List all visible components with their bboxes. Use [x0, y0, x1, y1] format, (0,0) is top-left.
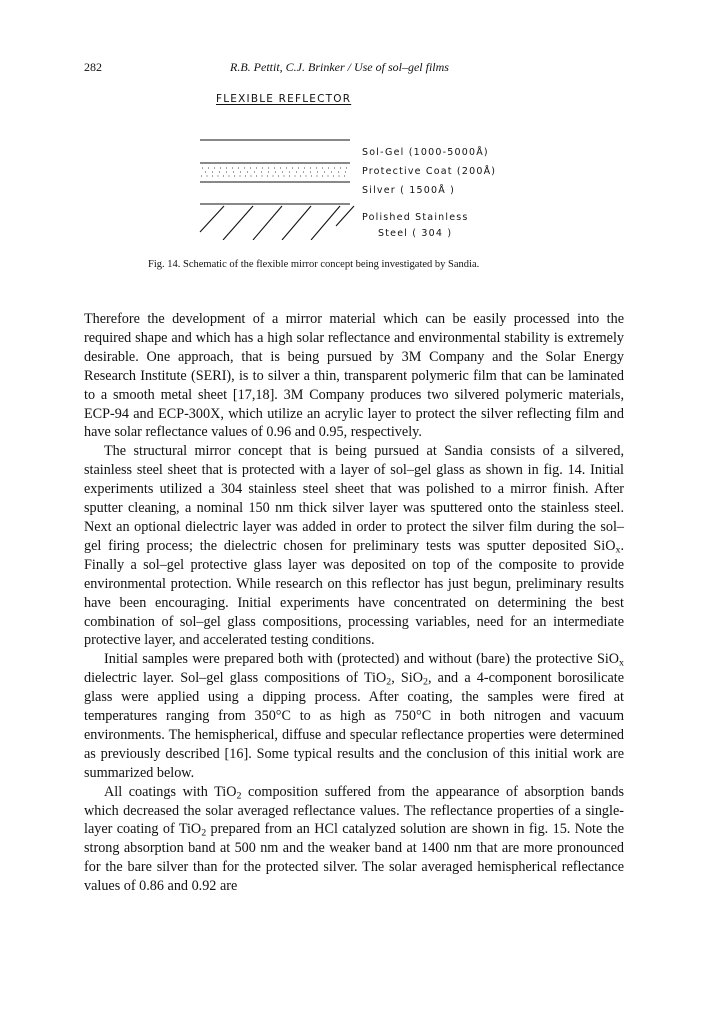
paragraph-2: The structural mirror concept that is being pursued at Sandia consists of a silvered, stainless steel sheet that is protected with a layer of sol–gel glass as shown in fig. 14. Initial experiments utilized a 304 stainless steel sheet that was polished to a mirror finish. After sputter cleaning, a nominal 150 nm thick silver layer was sputtered onto the stainless steel. Next an optional dielectric layer was added in order to protect the silver film during the sol–gel firing process; the dielectric chosen for preliminary tests was sputter deposited SiO$_x$. Finally a sol–gel protective glass layer was deposited on top of the composite to provide environmental protection. While research on this reflector has just begun, preliminary results have been encouraging. Initial experiments have concentrated on determining the best combination of sol–gel glass compositions, processing variables, need for an intermediate protective layer, and accelerated testing conditions. — [84, 443, 624, 649]
paragraph-1: Therefore the development of a mirror material which can be easily processed into the required shape and which has a high solar reflectance and environmental stability is extremely desirable. One approach, that is being pursued by 3M Company and the Solar Energy Research Institute (SERI), is to silver a thin, transparent polymeric film that can be laminated to a smooth metal sheet [17,18]. 3M Company produces two silvered polymeric materials, ECP-94 and ECP-300X, which utilize an acrylic layer to protect the silver reflecting film and have solar reflectance values of 0.96 and 0.95, respectively. — [84, 311, 624, 441]
protective-coat-layer — [200, 163, 350, 182]
body-text — [84, 310, 624, 896]
figure-title: FLEXIBLE REFLECTOR — [216, 93, 352, 105]
label-steel-line2: Steel ( 304 ) — [378, 228, 453, 239]
figure-14 — [0, 0, 702, 290]
flexible-reflector-schematic — [196, 130, 356, 240]
paragraph-3: Initial samples were prepared both with (protected) and without (bare) the protective SiO$_x$ dielectric layer. Sol–gel glass compositions of TiO$_2$, SiO$_2$, and a 4-component borosilicate glass were applied using a dipping process. After coating, the samples were fired at temperatures ranging from 350°C to as high as 750°C in both nitrogen and vacuum environments. The hemispherical, diffuse and specular reflectance properties were determined as previously described [16]. Some typical results and the conclusion of this initial work are summarized below. — [84, 651, 624, 781]
running-head: R.B. Pettit, C.J. Brinker / Use of sol–gel films — [230, 60, 449, 74]
page-number: 282 — [84, 60, 102, 74]
steel-substrate-hatching — [200, 206, 354, 240]
label-protective-coat: Protective Coat (200Å) — [362, 166, 497, 177]
label-steel-line1: Polished Stainless — [362, 212, 469, 223]
paragraph-4: All coatings with TiO$_2$ composition suffered from the appearance of absorption bands which decreased the solar averaged reflectance values. The reflectance properties of a single-layer coating of TiO$_2$ prepared from an HCl catalyzed solution are shown in fig. 15. Note the strong absorption band at 500 nm and the weaker band at 1400 nm that are more pronounced for the bare silver than for the protected silver. The solar averaged hemispherical reflectance values of 0.86 and 0.92 are — [84, 783, 625, 895]
figure-caption: Fig. 14. Schematic of the flexible mirror concept being investigated by Sandia. — [148, 259, 480, 270]
label-sol-gel: Sol-Gel (1000-5000Å) — [362, 147, 489, 158]
label-silver: Silver ( 1500Å ) — [362, 185, 456, 196]
